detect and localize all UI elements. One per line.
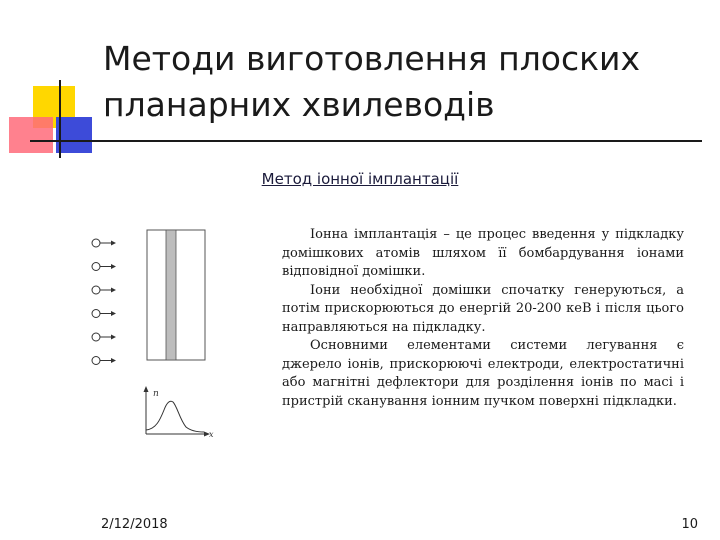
- footer-date: 2/12/2018: [101, 517, 168, 532]
- paragraph-1: Іонна імплантація – це процес введення у підкладку домішкових атомів шляхом її бомбардування іонами відповідної домішки.: [282, 227, 684, 279]
- ion-circle: [92, 333, 100, 341]
- title-underline-rule: [30, 140, 702, 142]
- distribution-curve: [146, 401, 204, 432]
- paragraph-2: Іони необхідної домішки спочатку генеруються, а потім прискорюються до енергій 20-200 кеВ і після цього направляються на підкладку.: [282, 282, 684, 335]
- ion-symbol: [92, 310, 116, 318]
- ion-symbol: [92, 333, 116, 341]
- ion-symbol: [92, 263, 116, 271]
- implanted-layer: [166, 230, 176, 360]
- decor-blue-square: [56, 117, 92, 153]
- footer-page-number: 10: [681, 517, 698, 532]
- paragraph-3: Основними елементами системи легування є джерело іонів, прискорюючі електроди, електростатичні або магнітні дефлектори для розділення іонів по масі і пристрій сканування іонним пучком поверхні підкладки.: [282, 338, 684, 409]
- ion-arrow-head: [111, 358, 116, 363]
- ion-symbol: [92, 357, 116, 365]
- decor-vertical-line: [59, 80, 61, 158]
- ion-symbol: [92, 239, 116, 247]
- decor-red-square: [9, 117, 53, 153]
- graph-x-label: x: [209, 430, 214, 439]
- ion-symbol: [92, 286, 116, 294]
- ion-beam-group: [92, 239, 116, 365]
- ion-arrow-head: [111, 264, 116, 269]
- ion-implantation-figure: [86, 224, 236, 444]
- graph-y-arrow: [144, 386, 149, 392]
- ion-circle: [92, 357, 100, 365]
- slide-body-text: [282, 226, 684, 411]
- graph-y-label: n: [153, 389, 159, 399]
- ion-circle: [92, 286, 100, 294]
- ion-arrow-head: [111, 335, 116, 340]
- ion-arrow-head: [111, 311, 116, 316]
- slide-title: Методи виготовлення плоских планарних хвилеводів: [103, 39, 641, 124]
- ion-arrow-head: [111, 288, 116, 293]
- ion-circle: [92, 239, 100, 247]
- ion-arrow-head: [111, 241, 116, 246]
- slide-subtitle: Метод іонної імплантації: [261, 170, 459, 188]
- ion-circle: [92, 310, 100, 318]
- ion-circle: [92, 263, 100, 271]
